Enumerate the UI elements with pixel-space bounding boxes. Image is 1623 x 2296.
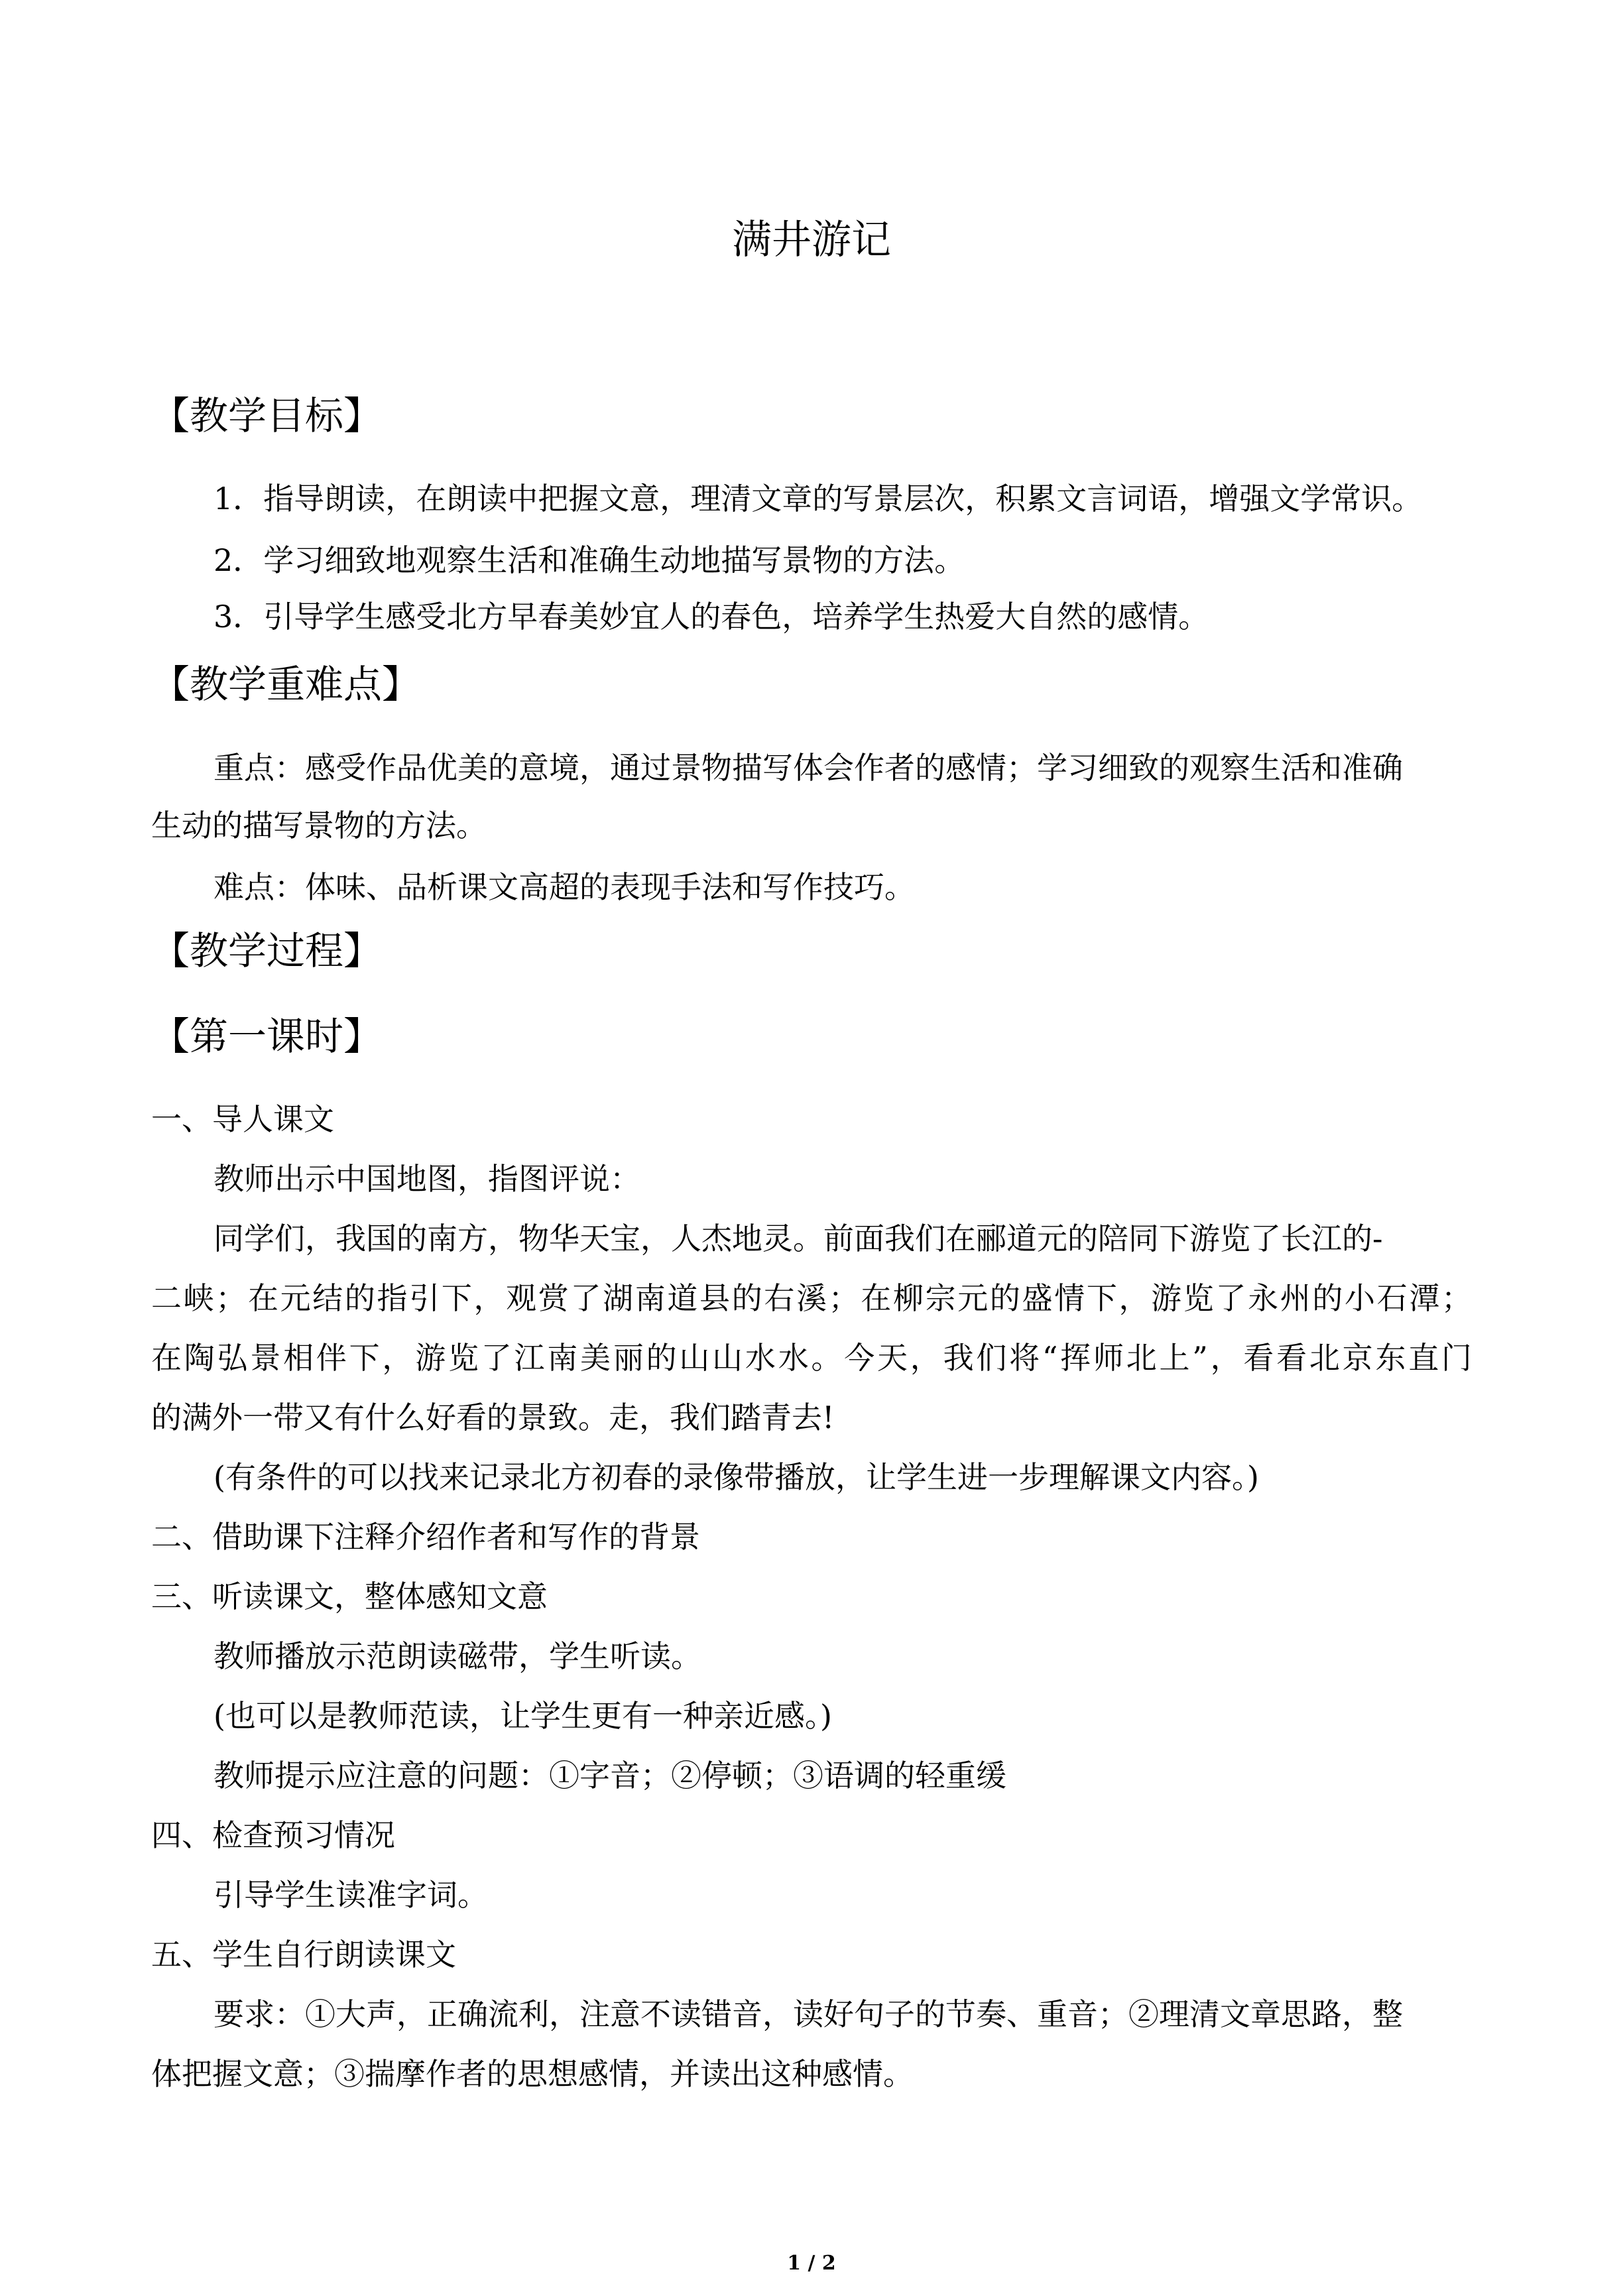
step-1-paragraph-2-line-2: 二峡；在元结的指引下，观赏了湖南道县的右溪；在柳宗元的盛情下，游览了永州的小石潭； <box>151 1280 1472 1316</box>
document-title: 满井游记 <box>732 217 891 263</box>
goal-item-1: 1．指导朗读，在朗读中把握文意，理清文章的写景层次，积累文言词语，增强文学常识。 <box>213 481 1423 516</box>
step-5-title: 五、学生自行朗读课文 <box>151 1937 456 1972</box>
key-point-line-1: 重点：感受作品优美的意境，通过景物描写体会作者的感情；学习细致的观察生活和准确 <box>213 750 1403 786</box>
goal-item-2: 2．学习细致地观察生活和准确生动地描写景物的方法。 <box>213 542 965 578</box>
section-heading-teaching-process: 【教学过程】 <box>151 928 383 973</box>
section-heading-first-lesson: 【第一课时】 <box>151 1014 383 1059</box>
key-point-line-2: 生动的描写景物的方法。 <box>151 808 487 843</box>
step-3-paragraph-1: 教师播放示范朗读磁带，学生听读。 <box>213 1638 701 1674</box>
step-5-paragraph-line-2: 体把握文意；③揣摩作者的思想感情，并读出这种感情。 <box>151 2056 914 2092</box>
section-heading-key-points: 【教学重难点】 <box>151 662 421 707</box>
step-4-title: 四、检查预习情况 <box>151 1817 395 1853</box>
step-2-title: 二、借助课下注释介绍作者和写作的背景 <box>151 1519 700 1555</box>
step-1-paragraph-2-line-3: 在陶弘景相伴下，游览了江南美丽的山山水水。今天，我们将“挥师北上”，看看北京东直门 <box>151 1340 1472 1376</box>
step-5-paragraph-line-1: 要求：①大声，正确流利，注意不读错音，读好句子的节奏、重音；②理清文章思路，整 <box>213 1996 1403 2032</box>
step-1-paragraph-2-line-4: 的满外一带又有什么好看的景致。走，我们踏青去! <box>151 1400 835 1435</box>
step-3-paragraph-2: (也可以是教师范读，让学生更有一种亲近感。) <box>213 1698 832 1734</box>
step-1-paragraph-1: 教师出示中国地图，指图评说： <box>213 1161 640 1197</box>
step-3-title: 三、听读课文，整体感知文意 <box>151 1579 548 1614</box>
step-1-title: 一、导人课文 <box>151 1101 334 1137</box>
page-number: 1 / 2 <box>787 2252 836 2275</box>
difficult-point: 难点：体味、品析课文高超的表现手法和写作技巧。 <box>213 869 915 905</box>
step-1-paragraph-3: (有条件的可以找来记录北方初春的录像带播放，让学生进一步理解课文内容。) <box>213 1459 1259 1495</box>
step-4-paragraph-1: 引导学生读准字词。 <box>213 1877 488 1913</box>
step-1-paragraph-2-line-1: 同学们，我国的南方，物华天宝，人杰地灵。前面我们在郦道元的陪同下游览了长江的- <box>213 1221 1383 1256</box>
step-3-paragraph-3: 教师提示应注意的问题：①字音；②停顿；③语调的轻重缓 <box>213 1758 1006 1793</box>
goal-item-3: 3．引导学生感受北方早春美妙宜人的春色，培养学生热爱大自然的感情。 <box>213 599 1209 634</box>
section-heading-teaching-goals: 【教学目标】 <box>151 393 383 438</box>
